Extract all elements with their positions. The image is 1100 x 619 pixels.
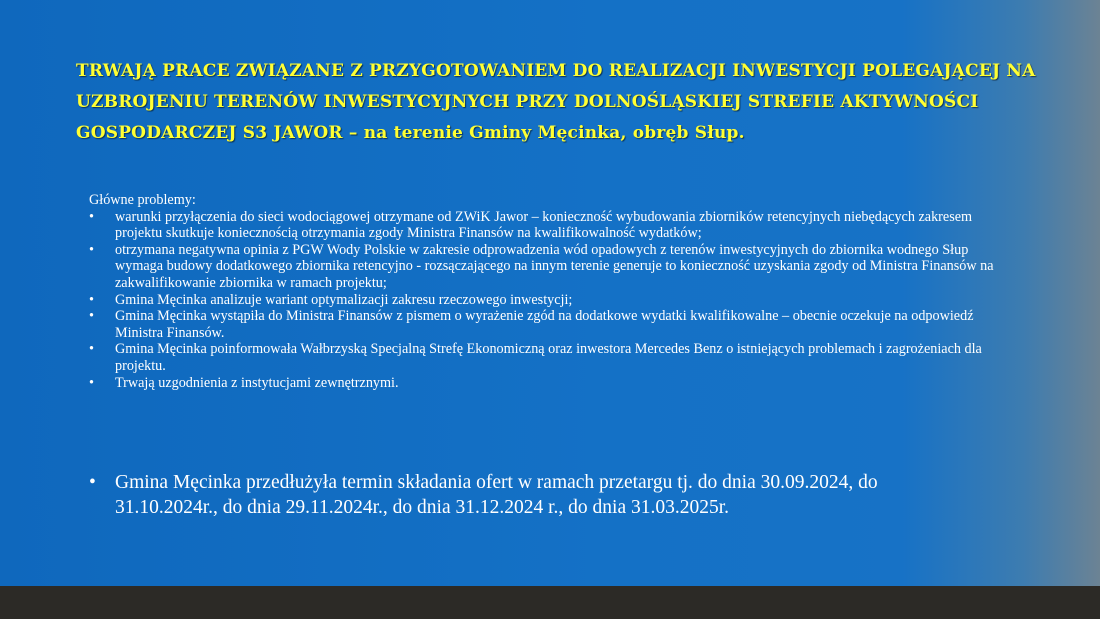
tender-extension-text: Gmina Męcinka przedłużyła termin składania ofert w ramach przetargu tj. do dnia 30.09.2024, do 31.10.2024r., do dnia 29.11.2024r., do dnia 31.12.2024 r., do dnia 31.03.2025r. — [115, 472, 878, 518]
bullet-icon: • — [89, 291, 94, 308]
problems-section — [89, 192, 1019, 391]
problem-text: Gmina Męcinka poinformowała Wałbrzyską Specjalną Strefę Ekonomiczną oraz inwestora Mercedes Benz o istniejących problemach i zagrożeniach dla projektu. — [115, 341, 982, 374]
bullet-icon: • — [89, 374, 94, 391]
tender-extension-note — [89, 471, 919, 520]
bullet-icon: • — [89, 341, 94, 358]
problem-item — [89, 341, 1019, 374]
problem-item — [89, 242, 1019, 292]
problem-text: Gmina Męcinka wystąpiła do Ministra Finansów z pismem o wyrażenie zgód na dodatkowe wydatki kwalifikowalne – obecnie oczekuje na odpowiedź Ministra Finansów. — [115, 308, 974, 341]
problems-list — [89, 209, 1019, 392]
problem-text: Trwają uzgodnienia z instytucjami zewnętrznymi. — [115, 374, 399, 391]
bullet-icon: • — [89, 472, 96, 493]
bullet-icon: • — [89, 241, 94, 258]
footer-bar — [0, 586, 1100, 619]
bullet-icon: • — [89, 308, 94, 325]
problem-item — [89, 375, 1019, 392]
problem-item — [89, 292, 1019, 309]
problem-text: warunki przyłączenia do sieci wodociągowej otrzymane od ZWiK Jawor – konieczność wybudowania zbiorników retencyjnych niebędących zakresem projektu skutkuje koniecznością otrzymania zgody Ministra Finansów na kwalifikowalność wydatków; — [115, 208, 973, 242]
problem-text: otrzymana negatywna opinia z PGW Wody Polskie w zakresie odprowadzenia wód opadowych z terenów inwestycyjnych do zbiornika wodnego Słup wymaga budowy dodatkowego zbiornika retencyjno - rozsączającego na innym terenie generuje to konieczność uzyskania zgody od Ministra Finansów na zakwalifikowanie zbiornika w ramach projektu; — [115, 241, 994, 291]
problem-item — [89, 308, 1019, 341]
slide-title: TRWAJĄ PRACE ZWIĄZANE Z PRZYGOTOWANIEM DO REALIZACJI INWESTYCJI POLEGAJĄCEJ NA UZBROJENIU TERENÓW INWESTYCYJNYCH PRZY DOLNOŚLĄSKIEJ STREFIE AKTYWNOŚCI GOSPODARCZEJ S3 JAWOR – na terenie Gminy Męcinka, obręb Słup. — [76, 61, 1036, 143]
problem-item — [89, 209, 1019, 242]
problem-text: Gmina Męcinka analizuje wariant optymalizacji zakresu rzeczowego inwestycji; — [115, 291, 573, 308]
bullet-icon: • — [89, 208, 94, 225]
problems-heading: Główne problemy: — [89, 192, 196, 208]
